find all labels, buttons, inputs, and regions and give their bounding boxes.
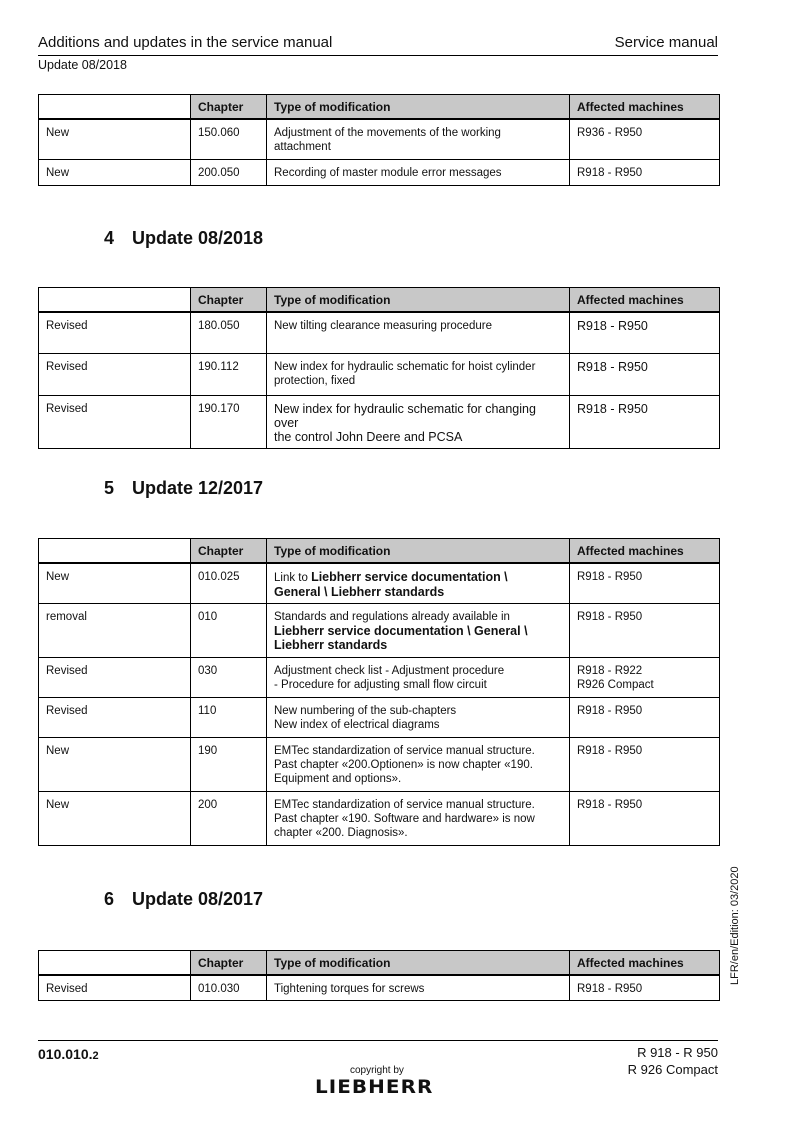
status-cell: New <box>39 159 191 185</box>
machines-column-header: Affected machines <box>570 288 720 313</box>
table-header-row <box>39 951 720 976</box>
chapter-column-header: Chapter <box>191 539 267 564</box>
type-cell <box>267 738 570 792</box>
machines-cell: R918 - R950 <box>570 159 720 185</box>
type-line: Equipment and options». <box>274 773 402 785</box>
header-subtitle: Update 08/2018 <box>38 58 127 72</box>
copyright-text: copyright by <box>350 1065 404 1076</box>
section-title: Update 08/2017 <box>132 889 264 909</box>
table-row <box>39 698 720 738</box>
type-line: the control John Deere and PCSA <box>274 429 463 444</box>
modification-table-section-6 <box>38 950 720 1001</box>
header-divider <box>38 55 718 56</box>
type-line: New index of electrical diagrams <box>274 719 440 731</box>
type-column-header: Type of modification <box>267 288 570 313</box>
header-title: Additions and updates in the service manual <box>38 34 333 51</box>
machines-cell: R918 - R950 <box>570 738 720 792</box>
type-column-header: Type of modification <box>267 951 570 976</box>
type-cell <box>267 698 570 738</box>
status-cell: New <box>39 792 191 846</box>
table-row <box>39 738 720 792</box>
type-line: - Procedure for adjusting small flow circuit <box>274 679 487 691</box>
section-6-heading <box>104 889 263 910</box>
table-row <box>39 312 720 353</box>
page-number: 2 <box>92 1050 99 1062</box>
section-title: Update 08/2018 <box>132 228 264 248</box>
status-column-header <box>39 95 191 120</box>
type-cell <box>267 604 570 658</box>
type-line: EMTec standardization of service manual structure. <box>274 799 535 811</box>
type-prefix: Link to <box>274 572 312 584</box>
type-line: New index for hydraulic schematic for changing over <box>274 401 536 430</box>
chapter-cell: 030 <box>191 658 267 698</box>
type-cell: Recording of master module error messages <box>267 159 570 185</box>
machines-cell: R918 - R950 <box>570 792 720 846</box>
table-row <box>39 353 720 395</box>
machines-cell: R918 - R950 <box>570 975 720 1001</box>
chapter-cell: 200.050 <box>191 159 267 185</box>
status-cell: Revised <box>39 658 191 698</box>
status-cell: Revised <box>39 312 191 353</box>
status-cell: Revised <box>39 395 191 448</box>
section-number: 6 <box>104 889 115 909</box>
status-column-header <box>39 539 191 564</box>
doc-link-text: Liebherr service documentation \ General \ <box>274 624 528 638</box>
modification-table-top <box>38 94 720 186</box>
status-cell: New <box>39 563 191 604</box>
type-line: Past chapter «190. Software and hardware» is now <box>274 813 535 825</box>
type-cell: New tilting clearance measuring procedure <box>267 312 570 353</box>
type-line: New index for hydraulic schematic for hoist cylinder <box>274 360 536 373</box>
chapter-cell: 190.170 <box>191 395 267 448</box>
type-cell <box>267 563 570 604</box>
type-line: Standards and regulations already available in <box>274 611 510 623</box>
chapter-cell: 010 <box>191 604 267 658</box>
machines-cell: R918 - R950 <box>570 395 720 448</box>
type-line: Past chapter «200.Optionen» is now chapter «190. <box>274 759 533 771</box>
document-code <box>38 1046 99 1062</box>
table-row <box>39 658 720 698</box>
machines-cell: R918 - R950 <box>570 353 720 395</box>
chapter-cell: 200 <box>191 792 267 846</box>
machines-cell: R918 - R950 <box>570 604 720 658</box>
table-header-row <box>39 539 720 564</box>
section-number: 5 <box>104 478 115 498</box>
status-cell: Revised <box>39 353 191 395</box>
status-cell: removal <box>39 604 191 658</box>
machines-cell <box>570 658 720 698</box>
type-line: Adjustment check list - Adjustment procedure <box>274 665 505 677</box>
chapter-cell: 150.060 <box>191 119 267 159</box>
table-header-row <box>39 288 720 313</box>
type-cell <box>267 395 570 448</box>
type-line: Adjustment of the movements of the working <box>274 127 501 139</box>
status-cell: New <box>39 119 191 159</box>
chapter-cell: 190 <box>191 738 267 792</box>
section-4-heading <box>104 228 263 249</box>
section-number: 4 <box>104 228 115 248</box>
section-title: Update 12/2017 <box>132 478 264 498</box>
type-line: EMTec standardization of service manual structure. <box>274 745 535 757</box>
table-row <box>39 792 720 846</box>
machines-column-header: Affected machines <box>570 95 720 120</box>
type-line: New numbering of the sub-chapters <box>274 705 457 717</box>
edition-sidebar: LFR/en/Edition: 03/2020 <box>729 866 741 985</box>
code-number: 010.010. <box>38 1046 93 1062</box>
status-column-header <box>39 951 191 976</box>
machines-line: R926 Compact <box>577 679 654 691</box>
header-manual-label: Service manual <box>614 34 718 51</box>
chapter-column-header: Chapter <box>191 95 267 120</box>
status-cell: New <box>39 738 191 792</box>
modification-table-section-4 <box>38 287 720 449</box>
chapter-cell: 010.025 <box>191 563 267 604</box>
chapter-cell: 010.030 <box>191 975 267 1001</box>
type-cell <box>267 353 570 395</box>
machines-line: R918 - R922 <box>577 665 643 677</box>
type-cell <box>267 792 570 846</box>
status-column-header <box>39 288 191 313</box>
footer-divider <box>38 1040 718 1041</box>
footer-machines-compact: R 926 Compact <box>627 1062 718 1077</box>
machines-cell: R918 - R950 <box>570 563 720 604</box>
machines-column-header: Affected machines <box>570 951 720 976</box>
table-row <box>39 119 720 159</box>
doc-link-text: Liebherr service documentation \ <box>311 570 508 584</box>
type-line: chapter «200. Diagnosis». <box>274 827 408 839</box>
status-cell: Revised <box>39 698 191 738</box>
status-cell: Revised <box>39 975 191 1001</box>
chapter-cell: 190.112 <box>191 353 267 395</box>
modification-table-section-5 <box>38 538 720 846</box>
machines-cell: R918 - R950 <box>570 698 720 738</box>
chapter-cell: 110 <box>191 698 267 738</box>
type-column-header: Type of modification <box>267 539 570 564</box>
type-cell <box>267 119 570 159</box>
type-line: protection, fixed <box>274 374 356 387</box>
table-row <box>39 563 720 604</box>
table-row <box>39 604 720 658</box>
chapter-cell: 180.050 <box>191 312 267 353</box>
chapter-column-header: Chapter <box>191 951 267 976</box>
doc-link-text: General \ Liebherr standards <box>274 585 445 599</box>
footer-machines: R 918 - R 950 <box>637 1045 718 1060</box>
liebherr-logo: LIEBHERR <box>315 1076 434 1098</box>
type-cell <box>267 658 570 698</box>
machines-cell: R936 - R950 <box>570 119 720 159</box>
section-5-heading <box>104 478 263 499</box>
type-column-header: Type of modification <box>267 95 570 120</box>
table-row <box>39 159 720 185</box>
machines-cell: R918 - R950 <box>570 312 720 353</box>
machines-column-header: Affected machines <box>570 539 720 564</box>
table-row <box>39 975 720 1001</box>
doc-link-text: Liebherr standards <box>274 638 388 652</box>
type-cell: Tightening torques for screws <box>267 975 570 1001</box>
table-row <box>39 395 720 448</box>
table-header-row <box>39 95 720 120</box>
type-line: attachment <box>274 141 331 153</box>
chapter-column-header: Chapter <box>191 288 267 313</box>
